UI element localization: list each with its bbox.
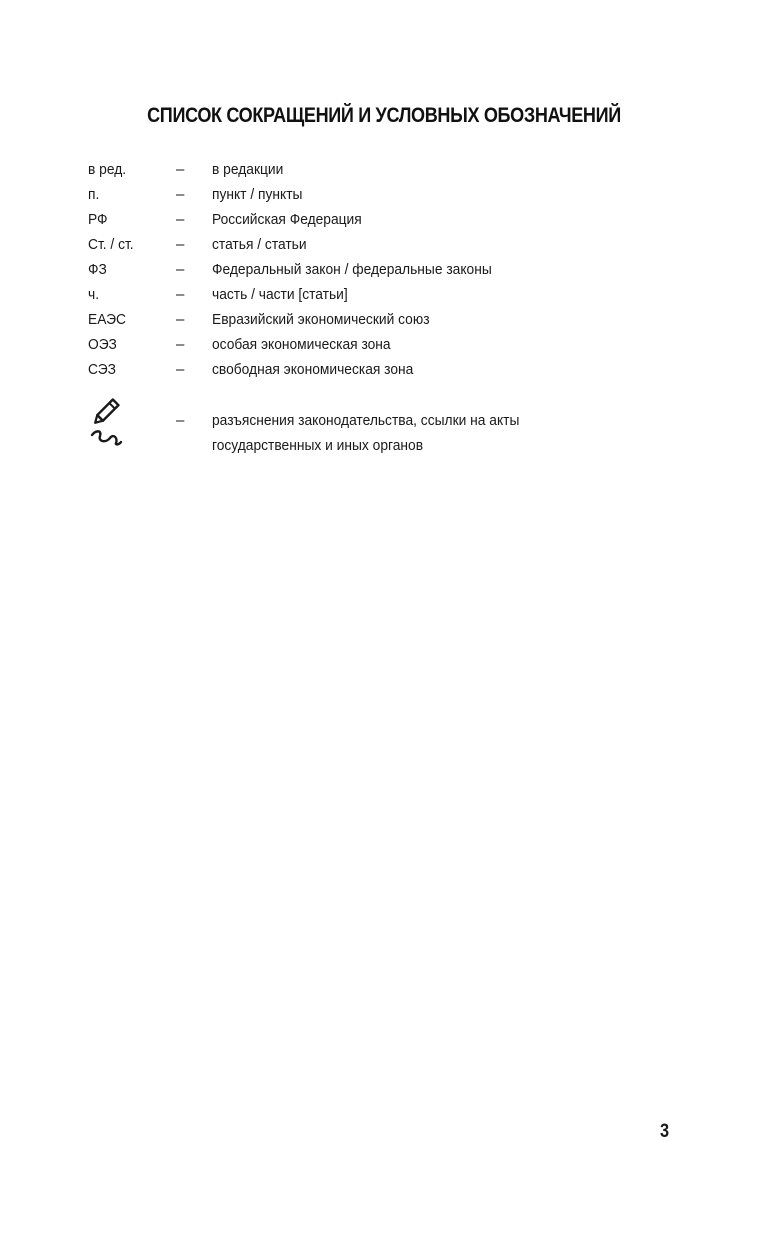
abbreviation-dash: – xyxy=(176,311,185,328)
abbreviation-definition: особая экономическая зона xyxy=(212,336,391,353)
abbreviation-dash: – xyxy=(176,236,185,253)
abbreviation-term: СЭЗ xyxy=(88,361,116,378)
list-item xyxy=(88,185,688,210)
abbreviation-dash: – xyxy=(176,161,185,178)
legend-definition xyxy=(212,408,598,458)
list-item xyxy=(88,285,688,310)
list-item xyxy=(88,360,688,385)
list-item xyxy=(88,310,688,335)
abbreviation-dash: – xyxy=(176,261,185,278)
abbreviation-definition: пункт / пункты xyxy=(212,186,303,203)
legend-note xyxy=(88,398,688,458)
abbreviation-dash: – xyxy=(176,211,185,228)
abbreviation-term: Ст. / ст. xyxy=(88,236,134,253)
legend-definition-line: разъяснения законодательства, ссылки на акты xyxy=(212,412,520,429)
legend-definition-line: государственных и иных органов xyxy=(212,437,424,454)
legend-dash: – xyxy=(176,412,185,429)
abbreviation-definition: статья / статьи xyxy=(212,236,307,253)
abbreviation-dash: – xyxy=(176,186,185,203)
abbreviation-definition: Российская Федерация xyxy=(212,211,362,228)
abbreviation-dash: – xyxy=(176,286,185,303)
abbreviation-term: ОЭЗ xyxy=(88,336,117,353)
abbreviation-term: ФЗ xyxy=(88,261,107,278)
list-item xyxy=(88,260,688,285)
abbreviation-definition: Федеральный закон / федеральные законы xyxy=(212,261,492,278)
abbreviation-term: ч. xyxy=(88,286,100,303)
abbreviation-term: в ред. xyxy=(88,161,127,178)
abbreviation-definition: свободная экономическая зона xyxy=(212,361,414,378)
list-item xyxy=(88,335,688,360)
list-item xyxy=(88,235,688,260)
abbreviation-list xyxy=(88,160,688,385)
abbreviation-term: п. xyxy=(88,186,100,203)
page-title: СПИСОК СОКРАЩЕНИЙ И УСЛОВНЫХ ОБОЗНАЧЕНИЙ xyxy=(147,104,621,127)
abbreviation-definition: часть / части [статьи] xyxy=(212,286,348,303)
pencil-icon xyxy=(88,398,128,448)
abbreviation-definition: Евразийский экономический союз xyxy=(212,311,430,328)
abbreviation-term: ЕАЭС xyxy=(88,311,126,328)
abbreviation-dash: – xyxy=(176,361,185,378)
list-item xyxy=(88,160,688,185)
abbreviation-term: РФ xyxy=(88,211,108,228)
abbreviation-definition: в редакции xyxy=(212,161,284,178)
list-item xyxy=(88,210,688,235)
page-number: 3 xyxy=(660,1121,670,1142)
abbreviation-dash: – xyxy=(176,336,185,353)
